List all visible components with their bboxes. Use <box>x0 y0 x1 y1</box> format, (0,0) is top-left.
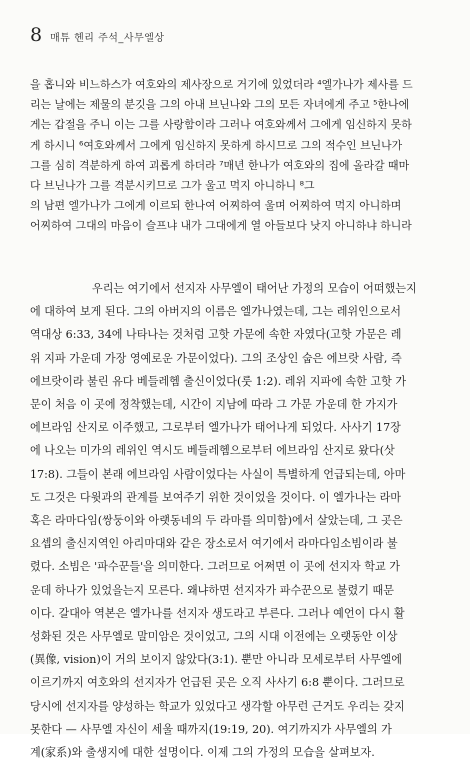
body-line: 에 대하여 보게 된다. 그의 아버지의 이름은 엘가나였는데, 그는 레위인으로서 <box>30 305 402 319</box>
body-line: 혹은 라마다임(쌍둥이와 아랫동네의 두 라마를 의미함)에서 살았는데, 그 곳은 <box>30 514 403 528</box>
body-line: 역대상 6:33, 34에 나타나는 것처럼 고핫 가문에 속한 자였다(고핫 가문은 레 <box>30 328 402 342</box>
commentary-paragraph <box>30 277 445 764</box>
body-line: 당시에 선지자를 양성하는 학교가 있었다고 생각할 아무런 근거도 우리는 갖지 <box>30 699 405 713</box>
quote-line: 게는 갑절을 주니 이는 그를 사랑함이라 그러나 여호와께서 그에게 임신하지 못하 <box>30 118 412 132</box>
page-header <box>30 26 165 45</box>
body-line: 못한다 — 사무엘 자신이 세울 때까지(19:19, 20). 여기까지가 사무엘의 가 <box>30 722 392 736</box>
body-line: 렸다. 소빔은 '파수꾼들'을 의미한다. 그러므로 어쩌면 이 곳에 선지자 학교 가 <box>30 560 400 574</box>
body-line: 우리는 여기에서 선지자 사무엘이 태어난 가정의 모습이 어떠했는지 <box>92 282 417 295</box>
quote-line: 어찌하여 그대의 마음이 슬프냐 내가 그대에게 열 아들보다 낫지 아니하냐 하니라 <box>30 219 412 233</box>
body-line: 에브랏이라 불린 유다 베들레헴 출신이었다(룻 1:2). 레위 지파에 속한 고핫 가 <box>30 374 407 388</box>
body-line: 문이 처음 이 곳에 정착했는데, 시간이 지남에 따라 그 가문 가운데 한 가지가 <box>30 398 398 412</box>
body-line: 요셉의 출신지역인 아리마대와 같은 장소로서 여기에서 라마다임소빔이라 불 <box>30 537 398 551</box>
body-line: 도 그것은 다윗과의 관계를 보여주기 위한 것이었을 것이다. 이 엘가나는 라마 <box>30 490 402 504</box>
quote-line: 을 홉니와 비느하스가 여호와의 제사장으로 거기에 있었더라 ⁴엘가나가 제사를 드 <box>30 78 413 91</box>
quote-line: 그를 심히 격분하게 하여 괴롭게 하더라 ⁷매년 한나가 여호와의 집에 올라갈 때마 <box>30 158 410 172</box>
body-line: 에브라임 산지로 이주했고, 그로부터 엘가나가 태어나게 되었다. 사사기 17장 <box>30 421 401 435</box>
body-line: (異像, vision)이 거의 보이지 않았다(3:1). 뿐만 아니라 모세로부터 사무엘에 <box>30 653 402 667</box>
quote-line: 다 브닌나가 그를 격분시키므로 그가 울고 먹지 아니하니 ⁸그 <box>30 179 315 193</box>
body-line: 위 지파 가운데 가장 영예로운 가문이었다). 그의 조상인 숩은 에브랏 사람, 즉 <box>30 351 402 365</box>
page-number: 8 <box>30 24 43 46</box>
body-line: 성화된 것은 사무엘로 말미암은 것이었고, 그의 시대 이전에는 오랫동안 이상 <box>30 630 398 644</box>
body-line: 이르기까지 여호와의 선지자가 언급된 곳은 오직 사사기 6:8 뿐이다. 그러므로 <box>30 676 405 690</box>
body-line: 운데 하나가 있었을는지 모른다. 왜냐하면 선지자가 파수꾼으로 불렸기 때문 <box>30 583 394 597</box>
scripture-quote <box>30 75 445 237</box>
body-line: 17:8). 그들이 본래 에브라임 사람이었다는 사실이 특별하게 언급되는데, 아마 <box>30 467 406 481</box>
body-line: 이다. 갈대아 역본은 엘가나를 선지자 생도라고 부른다. 그러나 예언이 다시 활 <box>30 606 405 620</box>
body-line: 에 나오는 미가의 레위인 역시도 베들레헴으로부터 에브라임 산지로 왔다(삿 <box>30 444 395 458</box>
quote-line: 의 남편 엘가나가 그에게 이르되 한나여 어찌하여 울며 어찌하여 먹지 아니하며 <box>30 199 402 213</box>
quote-line: 게 하시니 ⁶여호와께서 그에게 임신하지 못하게 하시므로 그의 적수인 브닌나가 <box>30 138 403 152</box>
running-title: 매튜 헨리 주석_사무엘상 <box>50 33 165 44</box>
quote-line: 리는 날에는 제물의 분깃을 그의 아내 브닌나와 그의 모든 자녀에게 주고 ⁵한나에 <box>30 98 410 112</box>
body-line: 계(家系)와 출생지에 대한 설명이다. 이제 그의 가정의 모습을 살펴보자. <box>30 746 375 760</box>
